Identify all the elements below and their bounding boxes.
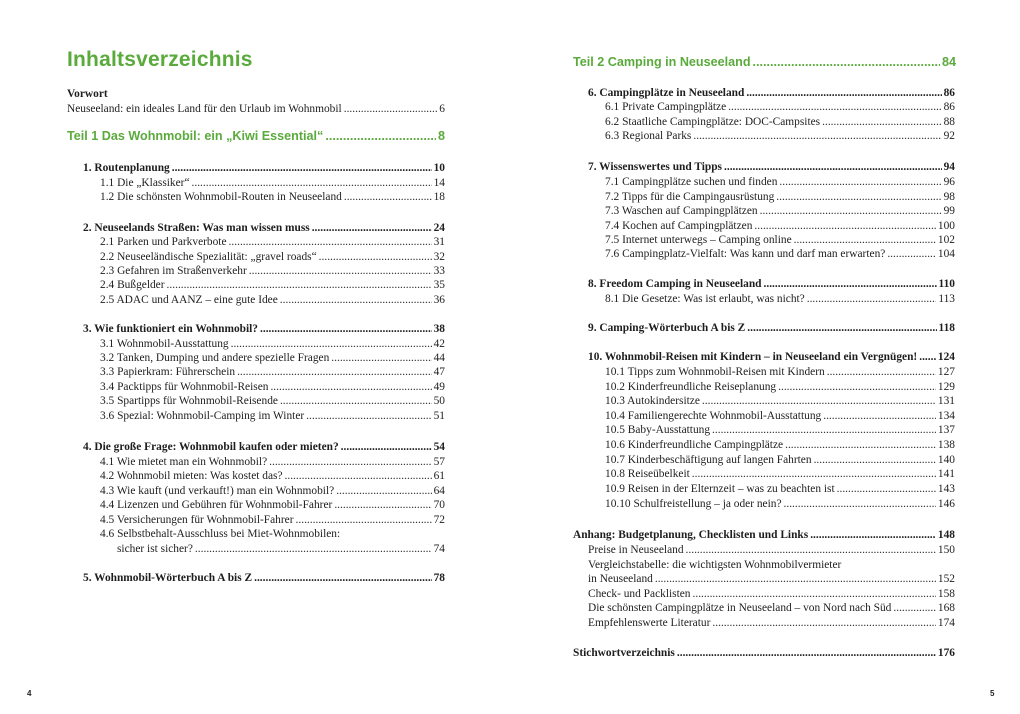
toc-section-4-4[interactable]	[100, 498, 445, 513]
toc-section-3-4[interactable]	[100, 380, 445, 395]
section-page: 102	[937, 234, 955, 246]
section-title: 6.2 Staatliche Campingplätze: DOC-Campsites	[605, 116, 821, 128]
dot-leader	[760, 204, 942, 219]
toc-section-4-1[interactable]	[100, 455, 445, 470]
section-title: 3.3 Papierkram: Führerschein	[100, 366, 236, 378]
section-title: 10.7 Kinderbeschäftigung auf langen Fahrten	[605, 454, 812, 466]
section-title: 4.1 Wie mietet man ein Wohnmobil?	[100, 456, 268, 468]
toc-section-10-1[interactable]	[605, 365, 955, 380]
toc-appendix-item-1[interactable]	[588, 543, 955, 558]
section-page: 129	[937, 381, 955, 393]
section-title: 2.3 Gefahren im Straßenverkehr	[100, 265, 247, 277]
section-page: 18	[433, 191, 445, 203]
toc-section-7-5[interactable]	[605, 233, 955, 248]
section-title: 2.5 ADAC und AANZ – eine gute Idee	[100, 294, 278, 306]
section-page: 42	[433, 338, 445, 350]
chapter-title: 9. Camping-Wörterbuch A bis Z	[588, 322, 746, 334]
part-page: 8	[437, 129, 445, 143]
dot-leader	[753, 54, 940, 71]
dot-leader	[280, 293, 432, 308]
dot-leader	[746, 86, 941, 101]
page-title: Inhaltsverzeichnis	[67, 48, 253, 71]
section-title: 7.6 Campingplatz-Vielfalt: Was kann und darf man erwarten?	[605, 248, 886, 260]
section-page: 35	[433, 279, 445, 291]
chapter-page: 110	[938, 278, 955, 290]
dot-leader	[776, 190, 941, 205]
toc-section-3-1[interactable]	[100, 337, 445, 352]
appendix-item-title: Check- und Packlisten	[588, 588, 691, 600]
toc-section-10-10[interactable]	[605, 497, 955, 512]
section-page: 113	[938, 293, 955, 305]
dot-leader	[785, 438, 936, 453]
appendix-title: Anhang: Budgetplanung, Checklisten und Links	[573, 529, 809, 541]
toc-chapter-4[interactable]	[83, 440, 445, 455]
section-title: 3.2 Tanken, Dumping und andere spezielle Fragen	[100, 352, 330, 364]
section-page: 88	[943, 116, 955, 128]
section-page: 86	[943, 101, 955, 113]
toc-section-2-4[interactable]	[100, 278, 445, 293]
dot-leader	[285, 469, 432, 484]
toc-section-6-1[interactable]	[605, 100, 955, 115]
dot-leader	[754, 219, 936, 234]
dot-leader	[702, 394, 936, 409]
toc-section-6-2[interactable]	[605, 115, 955, 130]
dot-leader	[822, 115, 941, 130]
section-title: 7.1 Campingplätze suchen und finden	[605, 176, 778, 188]
dot-leader	[254, 571, 432, 586]
toc-chapter-9[interactable]	[588, 321, 955, 336]
chapter-page: 124	[937, 351, 955, 363]
dot-leader	[319, 250, 432, 265]
index-title: Stichwortverzeichnis	[573, 647, 675, 659]
section-title: 10.2 Kinderfreundliche Reiseplanung	[605, 381, 777, 393]
index-page: 176	[937, 647, 955, 659]
toc-chapter-10[interactable]	[588, 350, 955, 365]
toc-section-2-3[interactable]	[100, 264, 445, 279]
toc-section-3-5[interactable]	[100, 394, 445, 409]
dot-leader	[231, 337, 432, 352]
dot-leader	[249, 264, 432, 279]
section-page: 99	[943, 205, 955, 217]
section-page: 49	[433, 381, 445, 393]
section-title: 3.1 Wohnmobil-Ausstattung	[100, 338, 229, 350]
dot-leader	[195, 542, 432, 557]
section-page: 50	[433, 395, 445, 407]
section-title: 6.3 Regional Parks	[605, 130, 692, 142]
right-page	[510, 0, 1020, 714]
section-title: 10.1 Tipps zum Wohnmobil-Reisen mit Kindern	[605, 366, 825, 378]
dot-leader	[778, 380, 936, 395]
section-page: 33	[433, 265, 445, 277]
toc-appendix-item-5[interactable]	[588, 616, 955, 631]
section-page: 100	[937, 220, 955, 232]
section-title: 10.9 Reisen in der Elternzeit – was zu beachten ist	[605, 483, 835, 495]
toc-appendix[interactable]	[573, 528, 955, 543]
section-page: 72	[433, 514, 445, 526]
section-page: 146	[937, 498, 955, 510]
appendix-item-page: 150	[937, 544, 955, 556]
section-title: 4.4 Lizenzen und Gebühren für Wohnmobil-Fahrer	[100, 499, 333, 511]
toc-section-7-2[interactable]	[605, 190, 955, 205]
dot-leader	[237, 365, 432, 380]
section-page: 141	[937, 468, 955, 480]
toc-section-4-2[interactable]	[100, 469, 445, 484]
chapter-title: 4. Die große Frage: Wohnmobil kaufen oder mieten?	[83, 441, 339, 453]
section-title: 7.4 Kochen auf Campingplätzen	[605, 220, 753, 232]
appendix-item-title: Die schönsten Campingplätze in Neuseeland – von Nord nach Süd	[588, 602, 892, 614]
part-page: 84	[941, 55, 956, 69]
toc-section-1-1[interactable]	[100, 176, 445, 191]
section-title: 1.1 Die „Klassiker“	[100, 177, 190, 189]
dot-leader	[893, 601, 936, 616]
part-title: Teil 1 Das Wohnmobil: ein „Kiwi Essential“	[67, 129, 324, 143]
toc-section-10-3[interactable]	[605, 394, 955, 409]
dot-leader	[312, 221, 432, 236]
toc-section-1-2[interactable]	[100, 190, 445, 205]
toc-part-2[interactable]	[573, 54, 956, 71]
section-page: 98	[943, 191, 955, 203]
dot-leader	[693, 129, 941, 144]
section-page: 57	[433, 456, 445, 468]
dot-leader	[270, 380, 431, 395]
dot-leader	[814, 453, 936, 468]
section-title: 3.4 Packtipps für Wohnmobil-Reisen	[100, 381, 269, 393]
dot-leader	[269, 455, 431, 470]
chapter-title: 3. Wie funktioniert ein Wohnmobil?	[83, 323, 259, 335]
section-title: 10.8 Reiseübelkeit	[605, 468, 690, 480]
toc-chapter-8[interactable]	[588, 277, 955, 292]
section-page: 138	[937, 439, 955, 451]
toc-section-4-3[interactable]	[100, 484, 445, 499]
section-title: 10.5 Baby-Ausstattung	[605, 424, 711, 436]
section-page: 32	[433, 251, 445, 263]
toc-chapter-2[interactable]	[83, 221, 445, 236]
toc-section-4-5[interactable]	[100, 513, 445, 528]
page-number-left: 4	[27, 689, 32, 698]
entry-page: 6	[439, 103, 445, 115]
chapter-title: 7. Wissenswertes und Tipps	[588, 161, 722, 173]
section-page: 140	[937, 454, 955, 466]
toc-index[interactable]	[573, 646, 955, 661]
section-title: 6.1 Private Campingplätze	[605, 101, 727, 113]
section-title: 2.1 Parken und Parkverbote	[100, 236, 227, 248]
page-number-right: 5	[990, 689, 995, 698]
section-title: 4.3 Wie kauft (und verkauft!) man ein Wohnmobil?	[100, 485, 335, 497]
chapter-page: 38	[433, 323, 445, 335]
toc-section-7-4[interactable]	[605, 219, 955, 234]
appendix-item-page: 158	[937, 588, 955, 600]
dot-leader	[341, 440, 432, 455]
dot-leader	[306, 409, 431, 424]
section-page: 36	[433, 294, 445, 306]
dot-leader	[693, 587, 936, 602]
dot-leader	[344, 190, 432, 205]
dot-leader	[677, 646, 936, 661]
section-title: 2.2 Neuseeländische Spezialität: „gravel roads“	[100, 251, 317, 263]
toc-section-3-2[interactable]	[100, 351, 445, 366]
dot-leader	[280, 394, 432, 409]
toc-section-3-6[interactable]	[100, 409, 445, 424]
toc-section-7-1[interactable]	[605, 175, 955, 190]
section-page: 96	[943, 176, 955, 188]
toc-appendix-item-3[interactable]	[588, 587, 955, 602]
section-title: 10.6 Kinderfreundliche Campingplätze	[605, 439, 784, 451]
section-title: 8.1 Die Gesetze: Was ist erlaubt, was nicht?	[605, 293, 805, 305]
section-page: 47	[433, 366, 445, 378]
appendix-item-page: 168	[937, 602, 955, 614]
dot-leader	[784, 497, 936, 512]
toc-section-10-6[interactable]	[605, 438, 955, 453]
dot-leader	[334, 498, 431, 513]
dot-leader	[712, 616, 936, 631]
dot-leader	[807, 292, 937, 307]
toc-section-8-1[interactable]	[605, 292, 955, 307]
dot-leader	[837, 482, 936, 497]
section-page: 127	[937, 366, 955, 378]
chapter-title: 2. Neuseelands Straßen: Was man wissen muss	[83, 222, 310, 234]
chapter-page: 54	[433, 441, 445, 453]
chapter-page: 10	[433, 162, 445, 174]
section-page: 14	[433, 177, 445, 189]
appendix-page: 148	[937, 529, 955, 541]
section-page: 31	[433, 236, 445, 248]
section-page: 61	[433, 470, 445, 482]
section-page: 143	[937, 483, 955, 495]
appendix-item-page: 174	[937, 617, 955, 629]
toc-section-10-9[interactable]	[605, 482, 955, 497]
section-page: 134	[937, 410, 955, 422]
section-title: 3.6 Spezial: Wohnmobil-Camping im Winter	[100, 410, 305, 422]
dot-leader	[827, 365, 936, 380]
section-title: 7.3 Waschen auf Campingplätzen	[605, 205, 758, 217]
dot-leader	[794, 233, 936, 248]
chapter-page: 86	[943, 87, 955, 99]
toc-appendix-item-4[interactable]	[588, 601, 955, 616]
toc-section-7-3[interactable]	[605, 204, 955, 219]
chapter-page: 78	[433, 572, 445, 584]
toc-section-2-2[interactable]	[100, 250, 445, 265]
dot-leader	[325, 128, 436, 145]
dot-leader	[810, 528, 936, 543]
toc-appendix-item-2-line1[interactable]: Vergleichstabelle: die wichtigsten Wohnmobilvermieter	[588, 559, 842, 571]
section-page: 131	[937, 395, 955, 407]
section-page: 44	[433, 352, 445, 364]
section-page: 137	[937, 424, 955, 436]
toc-chapter-7[interactable]	[588, 160, 955, 175]
dot-leader	[296, 513, 432, 528]
toc-section-10-4[interactable]	[605, 409, 955, 424]
toc-appendix-item-2[interactable]	[588, 572, 955, 587]
dot-leader	[229, 235, 432, 250]
toc-entry-vorwort[interactable]	[67, 102, 445, 117]
toc-section-10-2[interactable]	[605, 380, 955, 395]
toc-section-2-5[interactable]	[100, 293, 445, 308]
dot-leader	[764, 277, 937, 292]
dot-leader	[192, 176, 432, 191]
dot-leader	[686, 543, 936, 558]
section-title: 10.3 Autokindersitze	[605, 395, 700, 407]
dot-leader	[712, 423, 936, 438]
toc-section-10-7[interactable]	[605, 453, 955, 468]
section-title: 7.5 Internet unterwegs – Camping online	[605, 234, 792, 246]
dot-leader	[823, 409, 936, 424]
section-title: 2.4 Bußgelder	[100, 279, 165, 291]
toc-section-4-6[interactable]	[117, 542, 445, 557]
section-title: 10.4 Familiengerechte Wohnmobil-Ausstattung	[605, 410, 822, 422]
toc-section-4-6-line1[interactable]: 4.6 Selbstbehalt-Ausschluss bei Miet-Wohnmobilen:	[100, 528, 341, 540]
appendix-item-title: Preise in Neuseeland	[588, 544, 684, 556]
dot-leader	[692, 467, 936, 482]
toc-part-1[interactable]	[67, 128, 445, 145]
vorwort-heading: Vorwort	[67, 88, 108, 100]
chapter-page: 118	[938, 322, 955, 334]
section-title: 1.2 Die schönsten Wohnmobil-Routen in Neuseeland	[100, 191, 342, 203]
toc-chapter-3[interactable]	[83, 322, 445, 337]
dot-leader	[336, 484, 431, 499]
toc-section-6-3[interactable]	[605, 129, 955, 144]
section-title: sicher ist sicher?	[117, 543, 193, 555]
chapter-title: 8. Freedom Camping in Neuseeland	[588, 278, 762, 290]
chapter-page: 24	[433, 222, 445, 234]
dot-leader	[172, 161, 432, 176]
section-title: 10.10 Schulfreistellung – ja oder nein?	[605, 498, 782, 510]
section-page: 70	[433, 499, 445, 511]
chapter-title: 6. Campingplätze in Neuseeland	[588, 87, 745, 99]
toc-chapter-5[interactable]	[83, 571, 445, 586]
dot-leader	[747, 321, 936, 336]
section-page: 92	[943, 130, 955, 142]
section-page: 64	[433, 485, 445, 497]
dot-leader	[919, 350, 936, 365]
toc-section-7-6[interactable]	[605, 247, 955, 262]
appendix-item-title: in Neuseeland	[588, 573, 653, 585]
dot-leader	[728, 100, 941, 115]
section-title: 3.5 Spartipps für Wohnmobil-Reisende	[100, 395, 278, 407]
dot-leader	[887, 247, 936, 262]
chapter-title: 10. Wohnmobil-Reisen mit Kindern – in Neuseeland ein Vergnügen!	[588, 351, 918, 363]
section-title: 4.2 Wohnmobil mieten: Was kostet das?	[100, 470, 283, 482]
appendix-item-title: Empfehlenswerte Literatur	[588, 617, 711, 629]
toc-section-10-5[interactable]	[605, 423, 955, 438]
dot-leader	[724, 160, 942, 175]
chapter-title: 1. Routenplanung	[83, 162, 170, 174]
section-title: 4.5 Versicherungen für Wohnmobil-Fahrer	[100, 514, 294, 526]
section-page: 74	[433, 543, 445, 555]
dot-leader	[655, 572, 936, 587]
dot-leader	[260, 322, 432, 337]
chapter-page: 94	[943, 161, 955, 173]
section-page: 104	[937, 248, 955, 260]
entry-title: Neuseeland: ein ideales Land für den Urlaub im Wohnmobil	[67, 103, 342, 115]
section-page: 51	[433, 410, 445, 422]
dot-leader	[779, 175, 941, 190]
dot-leader	[167, 278, 432, 293]
part-title: Teil 2 Camping in Neuseeland	[573, 55, 751, 69]
section-title: 7.2 Tipps für die Campingausrüstung	[605, 191, 775, 203]
dot-leader	[331, 351, 431, 366]
chapter-title: 5. Wohnmobil-Wörterbuch A bis Z	[83, 572, 253, 584]
toc-section-10-8[interactable]	[605, 467, 955, 482]
toc-chapter-6[interactable]	[588, 86, 955, 101]
toc-section-2-1[interactable]	[100, 235, 445, 250]
dot-leader	[344, 102, 438, 117]
toc-chapter-1[interactable]	[83, 161, 445, 176]
toc-section-3-3[interactable]	[100, 365, 445, 380]
appendix-item-page: 152	[937, 573, 955, 585]
